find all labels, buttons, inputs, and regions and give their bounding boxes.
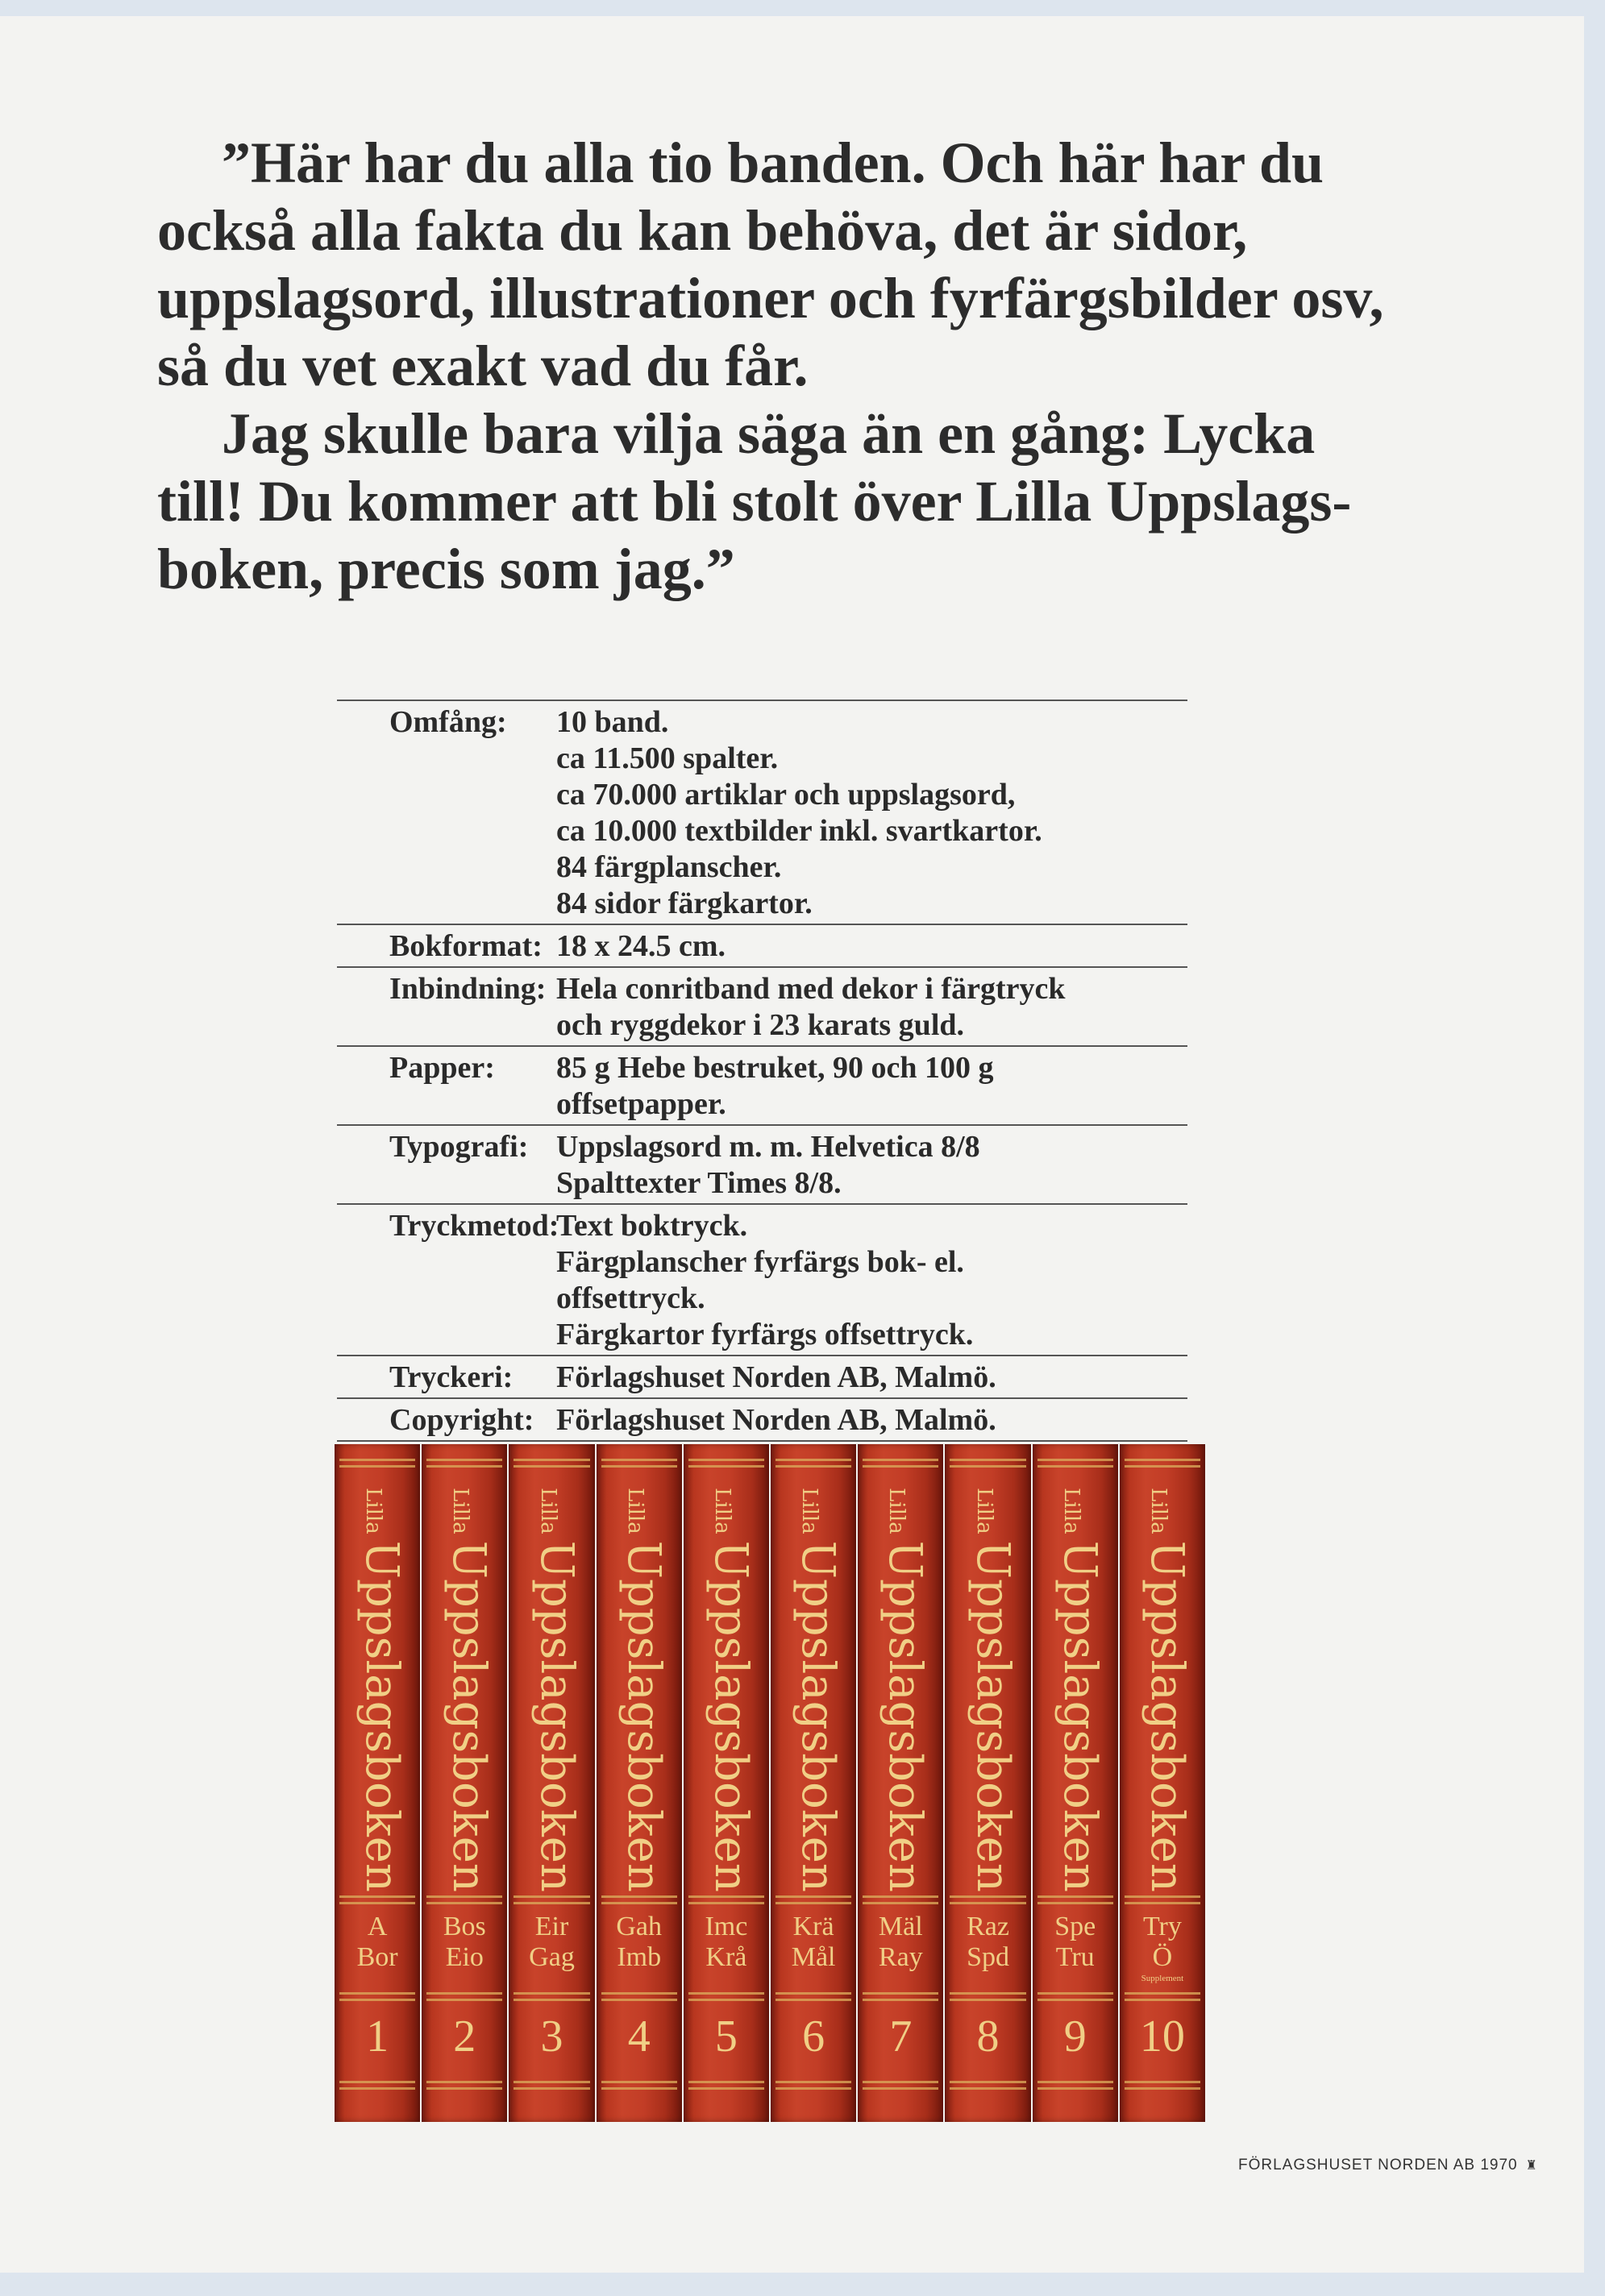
- gold-band: [775, 1992, 851, 1995]
- spec-label: Tryckmetod:: [389, 1209, 559, 1243]
- spine-range: [335, 1912, 420, 1973]
- spec-value-line: ca 70.000 artiklar och uppslagsord,: [556, 778, 1016, 812]
- spine-range-line: Mäl: [878, 1912, 923, 1941]
- quote-paragraph-1: ”Här har du alla tio banden. Och här har du också alla fakta du kan behöva, det är sidor, uppslagsord, illustrationer och fyrfärgsbilder osv, så du vet exakt vad du får.: [157, 131, 1384, 398]
- spine-range-line: Ö: [1152, 1942, 1173, 1972]
- spine-range-line: Bos: [443, 1912, 486, 1941]
- book-spine-2: [422, 1444, 507, 2122]
- spec-value-line: 84 sidor färgkartor.: [556, 886, 813, 920]
- gold-band: [688, 2087, 764, 2090]
- spine-supplement: Supplement: [1141, 1974, 1184, 1983]
- spine-range-line: Tru: [1055, 1942, 1095, 1972]
- brochure-page: [0, 16, 1584, 2273]
- book-spine-5: [684, 1444, 769, 2122]
- publisher-logo-icon: ♜: [1525, 2159, 1538, 2173]
- publisher-footer: [1238, 2157, 1538, 2174]
- spine-title-small: Lilla: [1058, 1488, 1083, 1534]
- spine-range-line: Spe: [1054, 1912, 1096, 1941]
- gold-band: [775, 1895, 851, 1898]
- gold-band: [688, 1902, 764, 1904]
- gold-band: [514, 1459, 589, 1461]
- spine-range-line: Imb: [617, 1942, 662, 1972]
- spec-row: [337, 1045, 1187, 1124]
- gold-band: [1125, 1895, 1200, 1898]
- gold-band: [863, 1465, 938, 1468]
- spine-title-main: Uppslagsboken: [617, 1540, 670, 1892]
- spec-value-line: Uppslagsord m. m. Helvetica 8/8: [556, 1130, 980, 1164]
- gold-band: [514, 1465, 589, 1468]
- gold-band: [339, 2081, 415, 2083]
- spec-value: [548, 971, 1187, 1044]
- spec-value-line: ca 10.000 textbilder inkl. svartkartor.: [556, 814, 1042, 848]
- gold-band: [775, 1902, 851, 1904]
- spec-row: [337, 1203, 1187, 1355]
- book-spine-8: [945, 1444, 1030, 2122]
- spec-value: [548, 1208, 1187, 1353]
- spine-title-area: [422, 1488, 507, 1892]
- gold-band: [601, 1465, 677, 1468]
- spec-value-line: 18 x 24.5 cm.: [556, 929, 726, 963]
- spine-range: [509, 1912, 594, 1973]
- gold-band: [775, 2081, 851, 2083]
- gold-band: [1037, 2087, 1113, 2090]
- spine-title-small: Lilla: [709, 1488, 734, 1534]
- gold-band: [950, 2081, 1025, 2083]
- book-spine-10: [1120, 1444, 1205, 2122]
- gold-band: [1125, 1459, 1200, 1461]
- spec-value-line: Text boktryck.: [556, 1209, 748, 1243]
- spine-title-main: Uppslagsboken: [1140, 1540, 1193, 1892]
- gold-band: [688, 2081, 764, 2083]
- gold-band: [688, 1992, 764, 1995]
- gold-band: [601, 1895, 677, 1898]
- gold-band: [1125, 1465, 1200, 1468]
- spine-title: [785, 1488, 845, 1892]
- gold-band: [863, 1895, 938, 1898]
- gold-band: [1037, 1895, 1113, 1898]
- gold-band: [863, 2081, 938, 2083]
- spine-title-main: Uppslagsboken: [356, 1540, 409, 1892]
- specifications-table: [337, 700, 1187, 1442]
- gold-band: [950, 1459, 1025, 1461]
- gold-band: [426, 2081, 502, 2083]
- spec-row: [337, 1124, 1187, 1203]
- spine-range: [1033, 1912, 1118, 1973]
- gold-band: [688, 1459, 764, 1461]
- gold-band: [863, 2087, 938, 2090]
- spec-value-line: Hela conritband med dekor i färgtryck: [556, 972, 1066, 1006]
- spine-title-small: Lilla: [535, 1488, 560, 1534]
- gold-band: [601, 1902, 677, 1904]
- spine-range-line: Mål: [791, 1942, 836, 1972]
- gold-band: [950, 1999, 1025, 2001]
- gold-band: [514, 1895, 589, 1898]
- gold-band: [688, 1465, 764, 1468]
- gold-band: [514, 1902, 589, 1904]
- spine-title-small: Lilla: [622, 1488, 647, 1534]
- gold-band: [950, 1895, 1025, 1898]
- gold-band: [426, 2087, 502, 2090]
- quote-paragraph-2: Jag skulle bara vilja säga än en gång: Lycka till! Du kommer att bli stolt över Lilla Uppslags-boken, precis som jag.”: [157, 401, 1352, 601]
- spine-volume-number: 10: [1139, 2012, 1185, 2061]
- gold-band: [426, 1465, 502, 1468]
- spine-title-area: [771, 1488, 856, 1892]
- spine-title: [1047, 1488, 1104, 1892]
- gold-band: [1037, 1902, 1113, 1904]
- gold-band: [1125, 1902, 1200, 1904]
- spine-title-area: [509, 1488, 594, 1892]
- spine-range-line: Raz: [967, 1912, 1009, 1941]
- gold-band: [863, 1992, 938, 1995]
- spec-label: Typografi:: [389, 1130, 529, 1164]
- spec-row: [337, 1355, 1187, 1397]
- spine-volume-number: 9: [1063, 2012, 1087, 2061]
- spine-volume-number: 3: [540, 2012, 563, 2061]
- spine-title-area: [1033, 1488, 1118, 1892]
- spec-value-line: offsettryck.: [556, 1281, 705, 1315]
- spine-range: [858, 1912, 943, 1973]
- spec-value-line: och ryggdekor i 23 karats guld.: [556, 1008, 965, 1042]
- gold-band: [863, 1902, 938, 1904]
- spec-label: Bokformat:: [389, 929, 543, 963]
- spine-volume-number: 7: [889, 2012, 913, 2061]
- spec-value-line: Färgplanscher fyrfärgs bok- el.: [556, 1245, 964, 1279]
- spine-range-line: Bor: [356, 1942, 398, 1972]
- spine-title: [611, 1488, 670, 1892]
- spec-label: Tryckeri:: [389, 1360, 514, 1394]
- gold-band: [1037, 1999, 1113, 2001]
- spine-title: [524, 1488, 583, 1892]
- quote-block: [157, 129, 1415, 603]
- spec-row: [337, 1397, 1187, 1442]
- spine-title-area: [858, 1488, 943, 1892]
- book-spine-6: [771, 1444, 856, 2122]
- spine-title: [698, 1488, 755, 1892]
- gold-band: [426, 1459, 502, 1461]
- spec-value: [548, 1129, 1187, 1202]
- spec-value-line: 85 g Hebe bestruket, 90 och 100 g: [556, 1051, 994, 1085]
- gold-band: [339, 2087, 415, 2090]
- spine-title-main: Uppslagsboken: [530, 1540, 583, 1892]
- gold-band: [514, 2081, 589, 2083]
- spine-range-line: Ray: [878, 1942, 923, 1972]
- spine-title: [349, 1488, 409, 1892]
- spine-title-small: Lilla: [971, 1488, 996, 1534]
- gold-band: [339, 1999, 415, 2001]
- book-spine-9: [1033, 1444, 1118, 2122]
- book-spine-7: [858, 1444, 943, 2122]
- gold-band: [339, 1459, 415, 1461]
- spine-title: [872, 1488, 932, 1892]
- gold-band: [1125, 2087, 1200, 2090]
- gold-band: [1037, 1459, 1113, 1461]
- spec-value-line: 84 färgplanscher.: [556, 850, 782, 884]
- footer-text: FÖRLAGSHUSET NORDEN AB 1970: [1238, 2157, 1518, 2174]
- gold-band: [514, 1999, 589, 2001]
- gold-band: [688, 1999, 764, 2001]
- gold-band: [601, 1992, 677, 1995]
- spec-row: [337, 924, 1187, 966]
- gold-band: [1125, 1999, 1200, 2001]
- spine-range: [771, 1912, 856, 1973]
- spec-value-line: offsetpapper.: [556, 1087, 726, 1121]
- gold-band: [514, 1992, 589, 1995]
- spine-range-line: Krä: [792, 1912, 834, 1941]
- spine-title: [1134, 1488, 1191, 1892]
- spine-title-small: Lilla: [797, 1488, 822, 1534]
- gold-band: [775, 1459, 851, 1461]
- spine-range: [684, 1912, 769, 1973]
- gold-band: [601, 2081, 677, 2083]
- spine-title: [436, 1488, 496, 1892]
- gold-band: [601, 1459, 677, 1461]
- spine-range-line: Eir: [534, 1912, 569, 1941]
- spec-value: [548, 704, 1187, 922]
- gold-band: [950, 1992, 1025, 1995]
- spine-title-area: [684, 1488, 769, 1892]
- spine-title-main: Uppslagsboken: [704, 1540, 757, 1892]
- gold-band: [1125, 2081, 1200, 2083]
- spine-title: [960, 1488, 1017, 1892]
- spine-title-area: [1120, 1488, 1205, 1892]
- spine-range: [422, 1912, 507, 1973]
- spec-value: [548, 1050, 1187, 1123]
- gold-band: [950, 1465, 1025, 1468]
- gold-band: [688, 1895, 764, 1898]
- gold-band: [426, 1992, 502, 1995]
- spine-title-main: Uppslagsboken: [879, 1540, 932, 1892]
- spec-value-line: Förlagshuset Norden AB, Malmö.: [556, 1360, 996, 1394]
- spine-volume-number: 1: [366, 2012, 389, 2061]
- spine-range-line: Gah: [616, 1912, 663, 1941]
- spine-title-area: [945, 1488, 1030, 1892]
- gold-band: [775, 1465, 851, 1468]
- gold-band: [775, 1999, 851, 2001]
- spine-title-main: Uppslagsboken: [966, 1540, 1019, 1892]
- spine-range-line: Eio: [445, 1942, 484, 1972]
- spine-title-small: Lilla: [884, 1488, 909, 1534]
- spine-volume-number: 5: [714, 2012, 738, 2061]
- spine-title-main: Uppslagsboken: [792, 1540, 845, 1892]
- spec-value: [548, 1360, 1187, 1396]
- spine-title-area: [597, 1488, 682, 1892]
- spine-title-small: Lilla: [361, 1488, 386, 1534]
- spine-range: [945, 1912, 1030, 1973]
- spine-range-line: A: [367, 1912, 388, 1941]
- spine-volume-number: 2: [453, 2012, 476, 2061]
- spec-value-line: 10 band.: [556, 705, 669, 739]
- spine-title-area: [335, 1488, 420, 1892]
- gold-band: [514, 2087, 589, 2090]
- gold-band: [339, 1465, 415, 1468]
- spec-label: Papper:: [389, 1051, 495, 1085]
- spec-value-line: Förlagshuset Norden AB, Malmö.: [556, 1403, 996, 1437]
- spine-title-small: Lilla: [1146, 1488, 1170, 1534]
- gold-band: [1037, 1465, 1113, 1468]
- gold-band: [426, 1999, 502, 2001]
- spine-volume-number: 4: [627, 2012, 651, 2061]
- gold-band: [339, 1895, 415, 1898]
- gold-band: [426, 1895, 502, 1898]
- spec-value-line: Färgkartor fyrfärgs offsettryck.: [556, 1318, 974, 1351]
- book-spine-4: [597, 1444, 682, 2122]
- gold-band: [863, 1459, 938, 1461]
- spine-range-line: Try: [1142, 1912, 1182, 1941]
- gold-band: [339, 1992, 415, 1995]
- gold-band: [601, 2087, 677, 2090]
- book-spine-1: [335, 1444, 420, 2122]
- gold-band: [1037, 1992, 1113, 1995]
- book-volumes-photo: [335, 1444, 1205, 2122]
- gold-band: [1125, 1992, 1200, 1995]
- spine-title-small: Lilla: [448, 1488, 473, 1534]
- spine-range-line: Imc: [705, 1912, 748, 1941]
- spine-range: [1120, 1912, 1205, 1984]
- spec-row: [337, 966, 1187, 1045]
- spec-row: [337, 700, 1187, 924]
- spec-value: [548, 1402, 1187, 1439]
- spine-range-line: Krå: [705, 1942, 747, 1972]
- book-spine-3: [509, 1444, 594, 2122]
- spine-title-main: Uppslagsboken: [443, 1540, 496, 1892]
- spine-range: [597, 1912, 682, 1973]
- spine-volume-number: 8: [976, 2012, 1000, 2061]
- gold-band: [426, 1902, 502, 1904]
- gold-band: [775, 2087, 851, 2090]
- spec-label: Copyright:: [389, 1403, 534, 1437]
- gold-band: [339, 1902, 415, 1904]
- gold-band: [950, 1902, 1025, 1904]
- spine-range-line: Gag: [529, 1942, 575, 1972]
- spec-value-line: ca 11.500 spalter.: [556, 741, 779, 775]
- gold-band: [863, 1999, 938, 2001]
- spine-range-line: Spd: [967, 1942, 1009, 1972]
- spine-volume-number: 6: [802, 2012, 825, 2061]
- spec-value: [548, 928, 1187, 965]
- spec-value-line: Spalttexter Times 8/8.: [556, 1166, 842, 1200]
- gold-band: [601, 1999, 677, 2001]
- spec-label: Inbindning:: [389, 972, 547, 1006]
- gold-band: [950, 2087, 1025, 2090]
- gold-band: [1037, 2081, 1113, 2083]
- spine-title-main: Uppslagsboken: [1053, 1540, 1106, 1892]
- spec-label: Omfång:: [389, 705, 507, 739]
